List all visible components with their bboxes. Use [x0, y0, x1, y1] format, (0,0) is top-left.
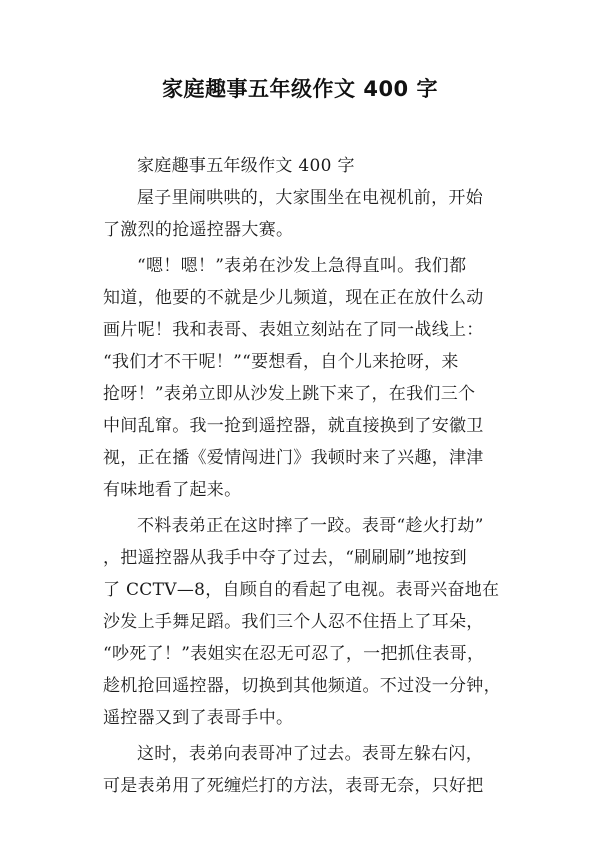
paragraph-line: 不料表弟正在这时摔了一跤。表哥“趁火打劫”	[137, 516, 484, 536]
paragraph-line: 了 CCTV—8，自顾自的看起了电视。表哥兴奋地在	[103, 580, 500, 600]
paragraph-line: 有味地看了起来。	[103, 480, 242, 500]
paragraph-line: 这时，表弟向表哥冲了过去。表哥左躲右闪，	[137, 744, 483, 764]
paragraph-line: 屋子里闹哄哄的，大家围坐在电视机前，开始	[137, 188, 483, 208]
paragraph-line: 遥控器又到了表哥手中。	[103, 708, 294, 728]
paragraph-line: 中间乱窜。我一抢到遥控器，就直接换到了安徽卫	[103, 416, 484, 436]
paragraph-line: 可是表弟用了死缠烂打的方法，表哥无奈，只好把	[103, 776, 484, 796]
paragraph-line: “嗯！嗯！”表弟在沙发上急得直叫。我们都	[137, 256, 467, 276]
document-body	[103, 150, 503, 802]
paragraph-line: 知道，他要的不就是少儿频道，现在正在放什么动	[103, 288, 484, 308]
paragraph-line: 沙发上手舞足蹈。我们三个人忍不住捂上了耳朵，	[103, 612, 484, 632]
paragraph-line: 画片呢！我和表哥、表姐立刻站在了同一战线上：	[103, 320, 484, 340]
paragraph-line: 视，正在播《爱情闯进门》我顿时来了兴趣，津津	[103, 448, 484, 468]
paragraph-line: “吵死了！”表姐实在忍无可忍了，一把抓住表哥，	[103, 644, 485, 664]
body-subtitle-line: 家庭趣事五年级作文 400 字	[137, 156, 355, 176]
paragraph-line: 趁机抢回遥控器，切换到其他频道。不过没一分钟，	[103, 676, 501, 696]
paragraph-line: 了激烈的抢遥控器大赛。	[103, 220, 294, 240]
paragraph-line: 抢呀！”表弟立即从沙发上跳下来了，在我们三个	[103, 384, 476, 404]
paragraph-line: ，把遥控器从我手中夺了过去，“刷刷刷”地按到	[103, 548, 467, 568]
document-title: 家庭趣事五年级作文 400 字	[162, 77, 438, 101]
paragraph-line: “我们才不干呢！”“要想看，自个儿来抢呀，来	[103, 352, 459, 372]
